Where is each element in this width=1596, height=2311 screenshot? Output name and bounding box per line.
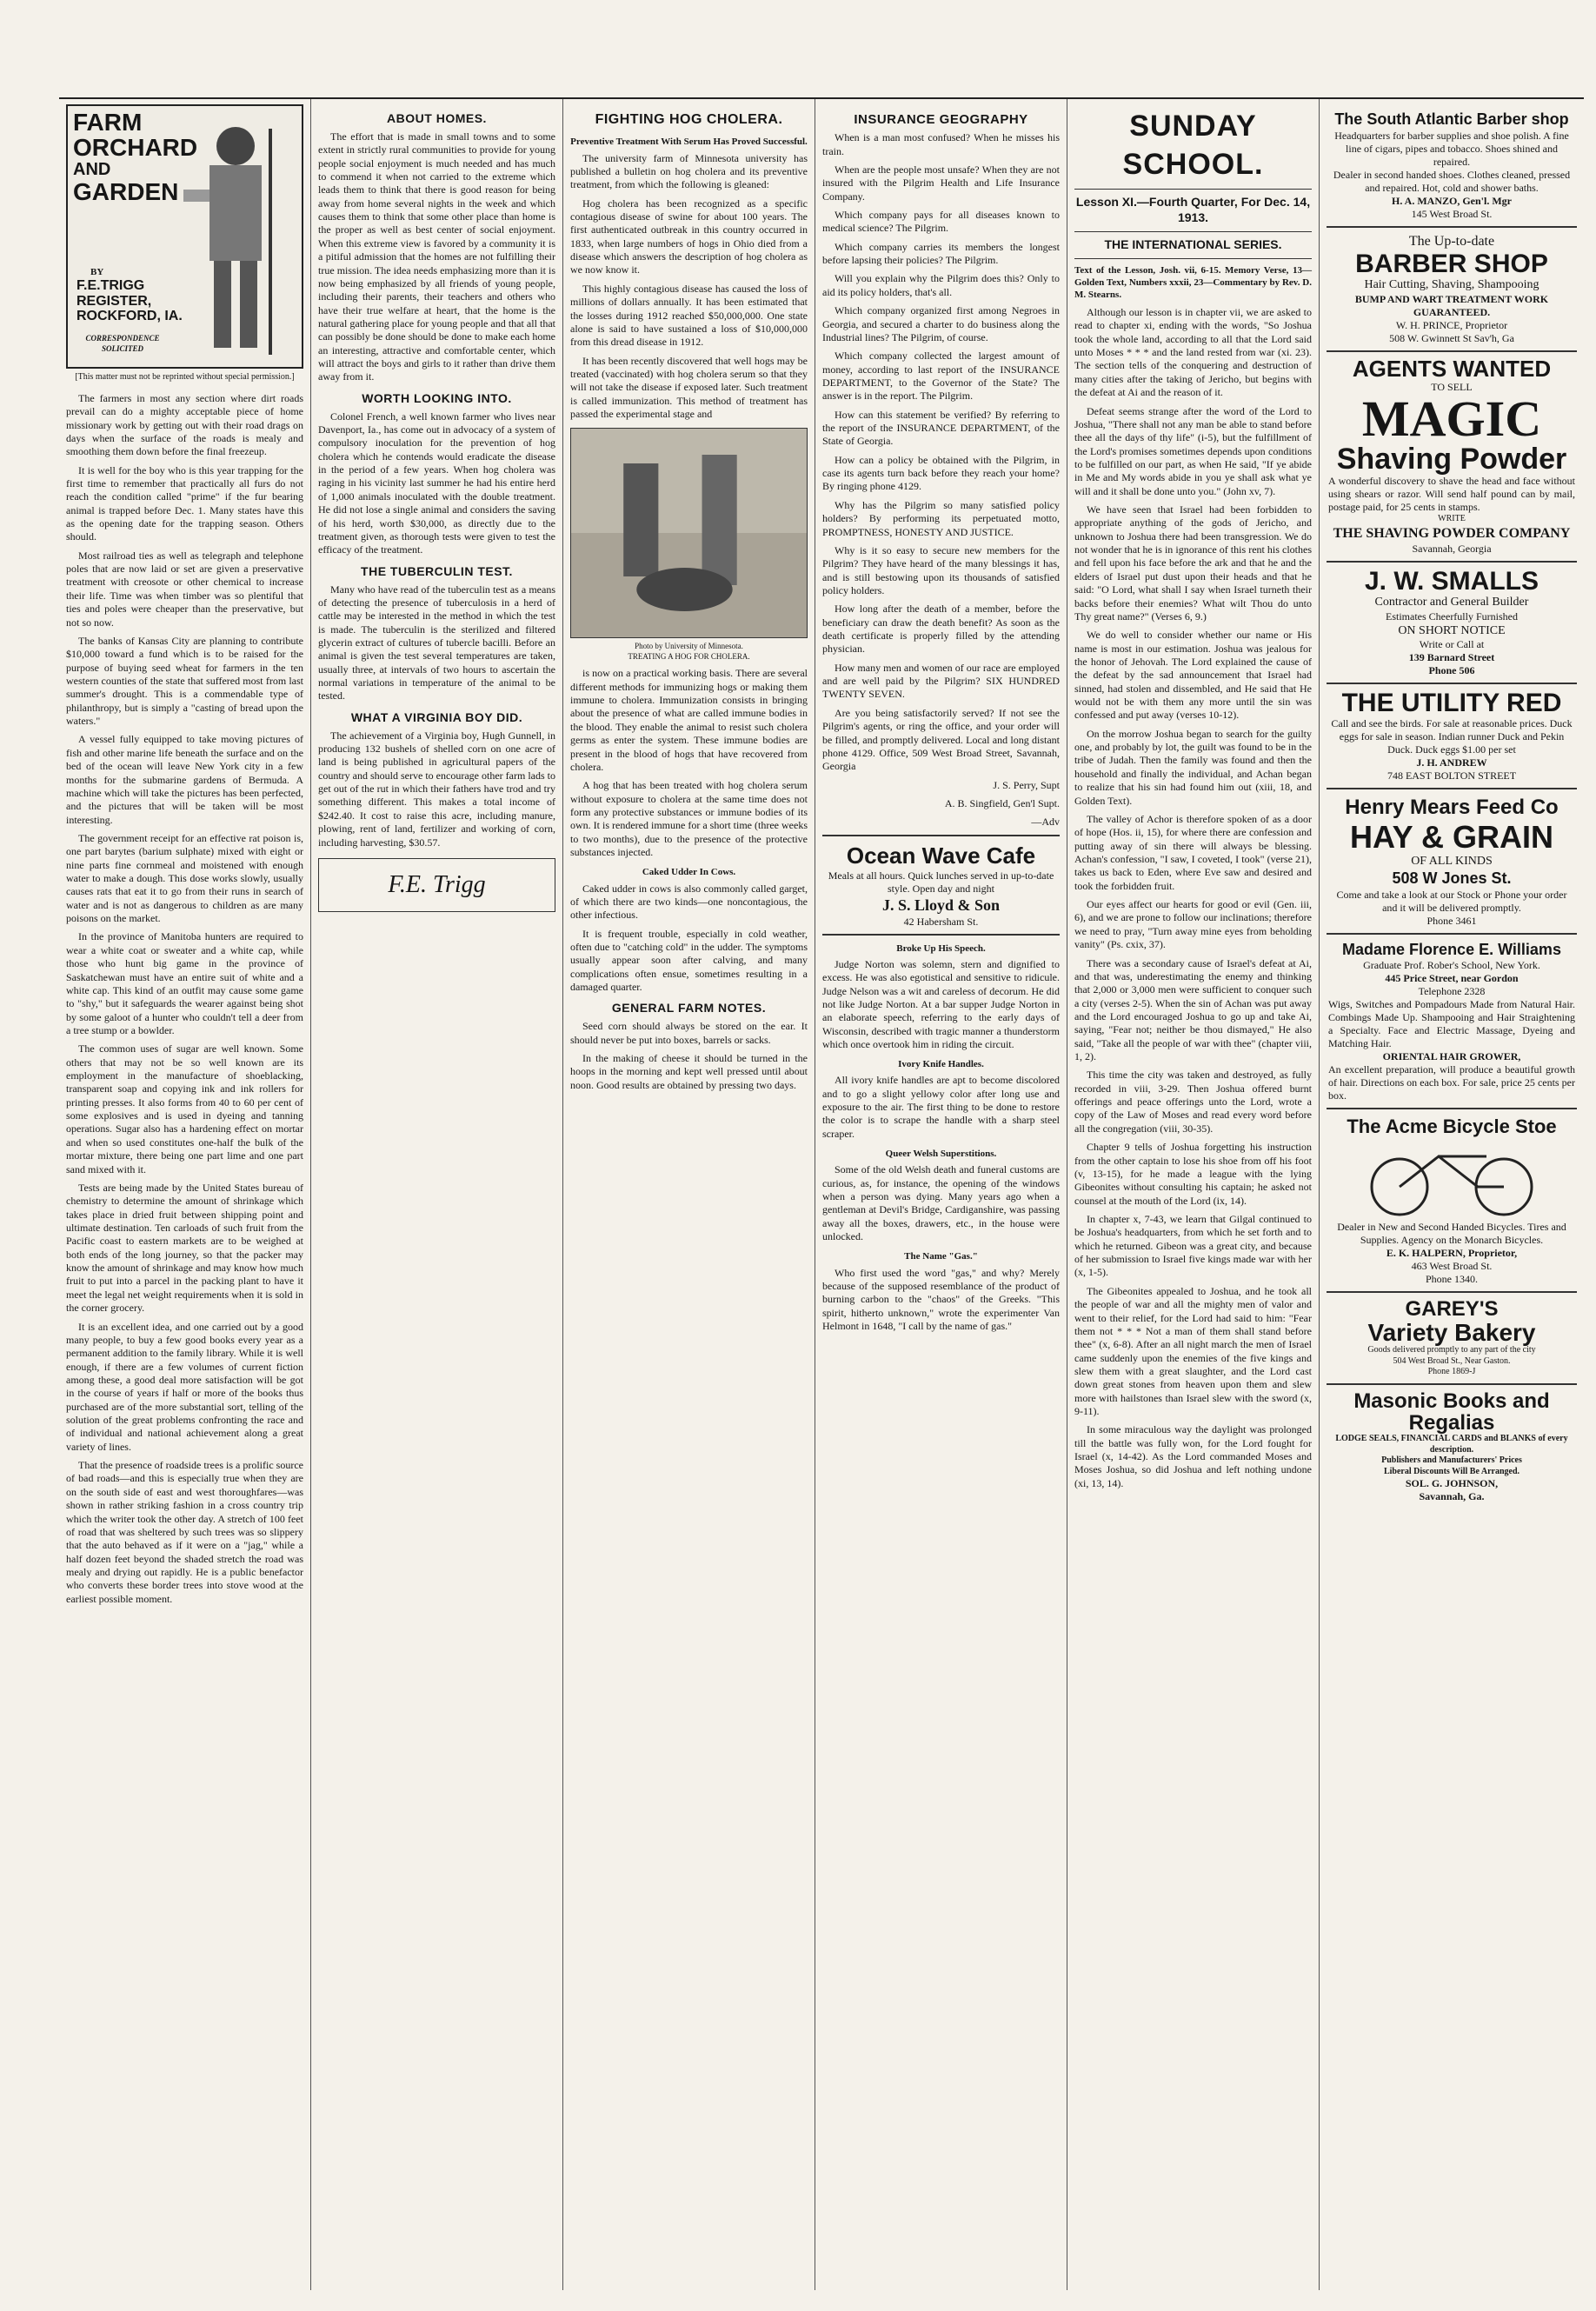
photo-caption: TREATING A HOG FOR CHOLERA.	[628, 651, 750, 661]
paragraph: This highly contagious disease has caused the loss of millions of dollars annually. It has been estimated that the losses during 1912 reached $50,000,000. One state alone is said to have sustained a loss of $10,000,000 from this dread disease in 1912.	[570, 282, 808, 349]
heading-hog-cholera: FIGHTING HOG CHOLERA.	[595, 112, 783, 127]
heading-broke-up: Broke Up His Speech.	[896, 942, 986, 954]
paragraph: Seed corn should always be stored on the ear. It should never be put into boxes, barrels or sacks.	[570, 1020, 808, 1046]
paragraph: A vessel fully equipped to take moving pictures of fish and other marine life beneath the surface and on the bed of the ocean will leave New York city in a few months for the submarine gardens of Bermuda. A machine which will take the pictures has been perfected, and the pictures that will be taken will be most interesting.	[66, 733, 303, 826]
ad-up-to-date-barber: The Up-to-date BARBER SHOP Hair Cutting, Shaving, Shampooing BUMP AND WART TREATMENT WORK GUARANTEED. W. H. PRINCE, Proprietor 508 W. Gwinnett St Sav'h, Ga	[1327, 228, 1577, 352]
lesson-line: Lesson XI.—Fourth Quarter, For Dec. 14, 1913.	[1075, 195, 1311, 224]
farm-orchard-garden-logo	[66, 104, 303, 369]
farmer-illustration-icon	[166, 111, 296, 363]
ad-south-atlantic-barber: The South Atlantic Barber shop Headquarters for barber supplies and shoe polish. A fine line of cigars, pipes and tobacco. Shoes shined and repaired. Dealer in second handed shoes. Clothes cleaned, pressed and repaired. Hot, cold and shower baths. H. A. MANZO, Gen'l. Mgr 145 West Broad St.	[1327, 104, 1577, 228]
paragraph: The valley of Achor is therefore spoken of as a door of hope (Hos. ii, 15), for where there are confession and putting away of sin there will always be blessing. Achan's confession, "I saw, I coveted, I took" (verse 21), takes us back to Eden, where Eve saw and desired and took the forbidden fruit.	[1074, 812, 1312, 892]
newspaper-page	[59, 97, 1584, 2290]
paragraph: How many men and women of our race are employed and are well paid by the Pilgrim? SIX HUNDRED TWENTY SEVEN.	[822, 661, 1060, 701]
hog-treatment-photo	[570, 428, 808, 638]
paragraph: The farmers in most any section where dirt roads prevail can do a mighty acceptable piece of home missionary work by getting out with their road drags on days when the surface of the roads is mealy and smoothing them down before the final freezeup.	[66, 391, 303, 458]
subheading-hog-cholera: Preventive Treatment With Serum Has Proved Successful.	[570, 137, 808, 148]
column-advertisements	[1320, 99, 1584, 2290]
paragraph: How can a policy be obtained with the Pilgrim, in case its agents turn back before they reach your home? By ringing phone 4129.	[822, 453, 1060, 493]
paragraph: Chapter 9 tells of Joshua forgetting his instruction from the other captain to lose his shoe from off his foot (v, 13-15), for he made a league with the lying Gibeonites without consulting his captain; he asked not counsel at the mouth of the Lord (ix, 14).	[1074, 1141, 1312, 1207]
paragraph: How long after the death of a member, before the beneficiary can draw the death benefit? As soon as the death certificate is properly filled by the attending physician.	[822, 603, 1060, 656]
paragraph: is now on a practical working basis. There are several different methods for immunizing hogs or making them immune to cholera. Immunization consists in bringing about the presence of what are called immune bodies in the blood. They enable the animal to resist such cholera germs as enter the system. These immune bodies are present in the blood of hogs that have recovered from cholera.	[570, 667, 808, 773]
paragraph: In chapter x, 7-43, we learn that Gilgal continued to be Joshua's headquarters, from which he set forth and to which he returned. Gibeon was a great city, and because of her submission to Israel five kings made war with her (x, 1-5).	[1074, 1212, 1312, 1279]
paragraph: Will you explain why the Pilgrim does this? Only to aid its policy holders, that's all.	[822, 272, 1060, 298]
paragraph: Hog cholera has been recognized as a specific contagious disease of swine for about 100 years. The first authenticated outbreak in this country occurred in 1833, when large numbers of hogs in Ohio died from a disease which answers the description of hog cholera as we now know it.	[570, 196, 808, 276]
paragraph: It is well for the boy who is this year trapping for the first time to remember that practically all furs do not reach the condition called "prime" if the fur bearing animal is trapped before Dec. 1. Many states have this as the opening date for the trapping season. Others should.	[66, 463, 303, 543]
paragraph: How can this statement be verified? By referring to the report of the INSURANCE DEPARTMENT, of the State of Georgia.	[822, 408, 1060, 448]
paragraph: Most railroad ties as well as telegraph and telephone poles that are now laid or set are given a preservative treatment with creosote or other chemical to increase their life. Time was when timber was so plentiful that ties and poles were cheaper than the preservative, but not so now.	[66, 549, 303, 629]
photo-illustration-icon	[571, 429, 807, 637]
paragraph: In some miraculous way the daylight was prolonged till the battle was fully won, for the Lord fought for Israel (x, 14-42). As the Lord commanded Moses and Moses Joshua, so did Joshua and left nothing undone (xi, 13, 14).	[1074, 1423, 1312, 1489]
heading-caked-udder: Caked Udder In Cows.	[642, 867, 736, 878]
paragraph: Why has the Pilgrim so many satisfied policy holders? By performing its perpetuated motto, PROMPTNESS, HONESTY AND JUSTICE.	[822, 498, 1060, 538]
paragraph: On the morrow Joshua began to search for the guilty one, and probably by lot, the guilt was found to be in the tribe of Judah. Then the family was found and then the household and finally the individual, and Achan began to realize that his sin had found him out (xiii, 18, and Golden Text).	[1074, 727, 1312, 807]
paragraph: The achievement of a Virginia boy, Hugh Gunnell, in producing 132 bushels of shelled corn on one acre of land is being published in agricultural papers of the country and should serve to encourage other farm lads to get out of the rut in which their fathers have trod and try something different. This makes a total income of $242.40. It cost to raise this acre, including manure, plowing, rent of land, fertilizer and working of corn, including harvesting, $30.57.	[318, 729, 555, 849]
lesson-text-of: Text of the Lesson, Josh. vii, 6-15. Memory Verse, 13—Golden Text, Numbers xxxii, 23—Commentary by Rev. D. M. Stearns.	[1074, 264, 1312, 300]
paragraph: Judge Norton was solemn, stern and dignified to excess. He was also egotistical and sensitive to ridicule. Judge Nelson was a wit and careless of decorum. He did not like Judge Norton. At a bar supper Judge Norton in an elaborate speech, referring to the early days of Wisconsin, described with tragic manner a thunderstorm which once overtook him in riding the circuit.	[822, 957, 1060, 1050]
paragraph: There was a secondary cause of Israel's defeat at Ai, and that was, underestimating the enemy and thinking that 2,000 or 3,000 men were sufficient to conquer such a city (verses 2-5). When the sin of Achan was put away and the Lord encouraged Joshua to go up and take Ai, saying, "Fear not; neither be thou dismayed," He also said, "Take all the people of war with thee" (chapter viii, 1, 2).	[1074, 956, 1312, 1063]
ad-jw-smalls: J. W. SMALLS Contractor and General Builder Estimates Cheerfully Furnished ON SHORT NOTICE Write or Call at 139 Barnard Street Phone 506	[1327, 563, 1577, 685]
paragraph: When is a man most confused? When he misses his train.	[822, 131, 1060, 157]
paragraph: Why is it so easy to secure new members for the Pilgrim? They have heard of the many blessings it has, and is still bestowing upon its thousands of satisfied policy holders.	[822, 543, 1060, 596]
paragraph: All ivory knife handles are apt to become discolored and to go a slight yellowy color after long use and exposure to the air. The first thing to be done to restore the color is to scrape the handle with a sharp steel scraper.	[822, 1074, 1060, 1140]
paragraph: Although our lesson is in chapter vii, we are asked to read to chapter xi, ending with the words, "So Joshua took the whole land, according to all that the Lord said unto Moses * * * and the land rested from war (xi. 23). The section tells of the conquering and destruction of many cities after the taking of Jericho, but begins with the defeat at Ai and the reason of it.	[1074, 305, 1312, 399]
column-insurance	[815, 99, 1067, 2290]
paragraph: Some of the old Welsh death and funeral customs are curious, as, for instance, the opening of the windows when a person was dying. Many years ago when a gentleman at Devil's Bridge, Cardiganshire, was passing away all the boxes, drawers, etc., in the house were unlocked.	[822, 1163, 1060, 1243]
paragraph: We have seen that Israel had been forbidden to appropriate anything of the gods of Jericho, and unknown to Joshua there had been transgression. We do not wonder that he is in ignorance of this rent his clothes and fell upon his face before the ark and that he and the elders of Israel put dust upon their heads and that he said: "O Lord, what shall I say when Israel turneth their backs before their enemies? What wilt Thou do unto Thy great name?" (Verses 6, 9.)	[1074, 503, 1312, 623]
paragraph: It has been recently discovered that well hogs may be treated (vaccinated) with hog cholera serum so that they will not take the disease if exposed later. Such treatment is called immunization. This method of treatment has passed the experimental stage and	[570, 354, 808, 421]
column-farm-orchard	[59, 99, 311, 2290]
paragraph: The common uses of sugar are well known. Some others that may not be so well known are its employment in the manufacture of shoeblacking, transparent soap and copying ink and ink rollers for printing presses. It also forms from 40 to 60 per cent of some explosives and is used in dyeing and tanning operations. Sugar also has a hardening effect on mortar and when so used constitutes one-half the bulk of the mortar mixture, there being one part lime and one part sand mixed with it.	[66, 1042, 303, 1175]
paragraph: The university farm of Minnesota university has published a bulletin on hog cholera and its preventive treatment, from which the following is gleaned:	[570, 151, 808, 191]
paragraph: The Gibeonites appealed to Joshua, and he took all the people of war and all the mighty men of valor and went to their relief, for the Lord had said to him: "Fear them not * * * Not a man of them shall stand before thee" (x, 6-8). After an all night march the men of Israel came suddenly upon the enemies of the five kings and slew them with a great slaughter, and the Lord cast down great stones from heaven upon them and slew more with hailstones than Israel slew with the sword (x, 9-11).	[1074, 1284, 1312, 1418]
column-hog-cholera	[563, 99, 815, 2290]
ad-magic-shaving-powder: AGENTS WANTED TO SELL MAGIC Shaving Powder A wonderful discovery to shave the head and face without using shears or razor. Will send half pound can by mail, postage paid, for 25 cents in stamps. WRITE THE SHAVING POWDER COMPANY Savannah, Georgia	[1327, 352, 1577, 563]
paragraph: In the province of Manitoba hunters are required to wear a white coat or sweater and a white cap, while those who hunt big game in the province of Saskatchewan must have an entire suit of white and a white cap. This kind of an outfit may cause some game to "shy," but it safeguards the wearer against being shot by some galoot of a hunter who couldn't tell a deer from a tree stump or a bowlder.	[66, 930, 303, 1036]
reprint-notice: [This matter must not be reprinted without special permission.]	[75, 372, 295, 382]
logo-correspondence: CORRESPONDENCE SOLICITED	[85, 334, 160, 353]
ad-henry-mears-feed: Henry Mears Feed Co HAY & GRAIN OF ALL KINDS 508 W Jones St. Come and take a look at our Stock or Phone your order and it will be delivered promptly. Phone 3461	[1327, 789, 1577, 935]
paragraph: Who first used the word "gas," and why? Merely because of the supposed resemblance of the product of burning carbon to the "chaos" of the Greeks. "This spirit, hitherto unknown," wrote the experimenter Van Helmont in 1648, "I call by the name of gas."	[822, 1266, 1060, 1332]
paragraph: Caked udder in cows is also commonly called garget, of which there are two kinds—one noncontagious, the other infectious.	[570, 882, 808, 922]
logo-by: BY	[90, 267, 104, 277]
signoff-perry: J. S. Perry, Supt	[993, 778, 1060, 791]
ad-madame-williams: Madame Florence E. Williams Graduate Prof. Rober's School, New York. 445 Price Street, near Gordon Telephone 2328 Wigs, Switches and Pompadours Made from Natural Hair. Combings Made Up. Shampooing and Hair Straightening a Specialty. Face and Electric Massage, Dyeing and Matching Hair. ORIENTAL HAIR GROWER, An excellent preparation, will produce a beautiful growth of hair. Directions on each box. For sale, price 25 cents per box.	[1327, 935, 1577, 1110]
logo-author: F.E.TRIGG REGISTER, ROCKFORD, IA.	[76, 278, 183, 324]
paragraph: In the making of cheese it should be turned in the hoops in the morning and kept well pressed until about noon. Good results are obtained by pressing two days.	[570, 1052, 808, 1091]
column-homes	[311, 99, 563, 2290]
heading-general-farm-notes: GENERAL FARM NOTES.	[611, 1001, 767, 1016]
paragraph: Which company organized first among Negroes in Georgia, and secured a charter to do business along the Industrial lines? The Pilgrim, of course.	[822, 304, 1060, 343]
ad-utility-red: THE UTILITY RED Call and see the birds. For sale at reasonable prices. Duck eggs for sale in season. Indian runner Duck and Pekin Duck. Duck eggs $1.00 per set J. H. ANDREW 748 EAST BOLTON STREET	[1327, 684, 1577, 789]
paragraph: Our eyes affect our hearts for good or evil (Gen. iii, 6), and we are prone to follow our inclinations; therefore we need to pray, "Turn away mine eyes from beholding vanity" (Ps. cxix, 37).	[1074, 898, 1312, 951]
ad-ocean-wave-cafe: Ocean Wave Cafe Meals at all hours. Quick lunches served in up-to-date style. Open day and night J. S. Lloyd & Son 42 Habersham St.	[822, 835, 1060, 936]
ad-masonic-books: Masonic Books and Regalias LODGE SEALS, FINANCIAL CARDS and BLANKS of every description. Publishers and Manufacturers' Prices Liberal Discounts Will Be Arranged. SOL. G. JOHNSON, Savannah, Ga.	[1335, 1389, 1568, 1503]
photo-credit: Photo by University of Minnesota.	[635, 642, 743, 651]
series-line: THE INTERNATIONAL SERIES.	[1104, 236, 1282, 251]
heading-ivory-knife: Ivory Knife Handles.	[898, 1059, 984, 1070]
paragraph: It is frequent trouble, especially in cold weather, often due to "catching cold" in the udder. The symptoms usually appear soon after calving, and many complications often ensue, sometimes resulting in a damaged quarter.	[570, 927, 808, 994]
heading-virginia-boy: WHAT A VIRGINIA BOY DID.	[350, 709, 523, 724]
paragraph: Which company carries its members the longest before lapsing their policies? The Pilgrim.	[822, 240, 1060, 267]
heading-tuberculin: THE TUBERCULIN TEST.	[361, 563, 513, 578]
paragraph: Which company collected the largest amount of money, according to last report of the INSURANCE DEPARTMENT, to the Governor of the State? The answer is in the report. The Pilgrim.	[822, 350, 1060, 403]
paragraph: Many who have read of the tuberculin test as a means of detecting the presence of tuberculosis in a herd of cattle may be interested in the method in which the test is made. The tuberculin is the sterilized and filtered glycerin extract of cultures of tubercle bacilli. Before an animal is given the test several temperatures are taken, usually three, at intervals of two hours to ascertain the normal variations in temperature of the animal to be tested.	[318, 583, 555, 703]
heading-about-homes: ABOUT HOMES.	[387, 111, 487, 125]
paragraph: The effort that is made in small towns and to some extent in strictly rural communities to provide for young people social enjoyment is much needed and has much to commend it when not carried to the extreme which leads them to think that there is good reason for being away from home several nights in the week and which causes them to think that some other place than home is the proper as well as best center of social enjoyment. When this extreme view is favored by a community it is a pitiful admission that the homes are not fulfilling their true mission. The idea needs emphasizing more than it is now being emphasized by all friends of young people, including their parents, their teachers and others who have their true welfare at heart, that the home is the natural gathering place for young people and that all that can possibly be done should be done to make each home an interesting, attractive and comfortable center, which will attract the boys and girls to it rather than drive them away from it.	[318, 130, 555, 383]
column-sunday-school	[1067, 99, 1320, 2290]
paragraph: When are the people most unsafe? When they are not insured with the Pilgrim Health and Life Insurance Company.	[822, 163, 1060, 203]
heading-gas: The Name "Gas."	[904, 1251, 978, 1262]
heading-insurance-geography: INSURANCE GEOGRAPHY	[854, 112, 1028, 127]
paragraph: The banks of Kansas City are planning to contribute $10,000 toward a fund which is to be raised for the purpose of buying seed wheat for farmers in the ten western counties of the state that suffered most from last summer's drought. This is a commendable type of philanthropy, but is simply a "casting of bread upon the waters."	[66, 634, 303, 728]
heading-welsh: Queer Welsh Superstitions.	[885, 1149, 997, 1160]
paragraph: It is an excellent idea, and one carried out by a good many people, to buy a few good books every year as a permanent addition to the family library. While it is well enough, if there are a few volumes of current fiction among these, a good deal more satisfaction will be got in the course of years if half or more of the books thus purchased are of the more substantial sort, telling of the solution of the great problems confronting the race and of individual and national achievement along a great variety of lines.	[66, 1320, 303, 1453]
signature: F.E. Trigg	[318, 858, 555, 912]
signoff-singfield: A. B. Singfield, Gen'l Supt.	[944, 797, 1060, 809]
paragraph: Tests are being made by the United States bureau of chemistry to determine the amount of shrinkage which takes place in dried fruit between shipping point and ultimate destination. Ten carloads of such fruit from the Pacific coast to eastern markets are to be weighed at both ends of the long journey, so that the packer may know the amount of shrinkage and may know how much fruit to put into a parcel in the packing plant to have it meet the legal net weight requirements when it is sold in the corner grocery.	[66, 1181, 303, 1315]
adv-marker: —Adv	[1031, 816, 1060, 829]
paragraph: That the presence of roadside trees is a prolific source of bad roads—and this is especially true when they are on the south side of east and west thoroughfares—was shown in rather striking fashion in a cross country trip which the writer took the other day. A stretch of 100 feet of road that was sheltered by such trees was so slippery that the auto behaved as if it were on a "jag," while a half dozen feet beyond the shaded stretch the road was mealy and drying out rapidly. He is a public benefactor who converts these border trees into stove wood at the earliest possible moment.	[66, 1459, 303, 1605]
paragraph: A hog that has been treated with hog cholera serum without exposure to cholera at the same time does not form any protective substances or immune bodies of its own. It is rendered immune for a short time (three weeks to two months), due to the presence of the protective substances injected.	[570, 779, 808, 859]
bicycle-icon	[1356, 1139, 1547, 1217]
paragraph: We do well to consider whether our name or His name is most in our estimation. Joshua was jealous for the honor of Jehovah. The Lord explained the cause of the defeat by the sad announcement that Israel had sinned, had stolen and dissembled, and He said that He would not be with them any more until the sin was confessed and put away (verses 10-12).	[1074, 629, 1312, 722]
ad-gareys-bakery: GAREY'S Variety Bakery Goods delivered promptly to any part of the city 504 West Broad St., Near Gaston. Phone 1869-J	[1327, 1293, 1577, 1385]
ad-acme-bicycle: The Acme Bicycle Stoe Dealer in New and Second Handed Bicycles. Tires and Supplies. Agency on the Monarch Bicycles. E. K. HALPERN, Proprietor, 463 West Broad St. Phone 1340.	[1327, 1109, 1577, 1293]
paragraph: Which company pays for all diseases known to medical science? The Pilgrim.	[822, 208, 1060, 235]
paragraph: Defeat seems strange after the word of the Lord to Joshua, "There shall not any man be able to stand before thee all the days of thy life" (i-5), but the fulfillment of the Lord's promises sometimes depends upon conditions to be fulfilled on our part, as when He said, "If ye abide in Me and My words abide in you ye shall ask what ye will and it shall be done unto you." (John xv, 7).	[1074, 404, 1312, 497]
heading-sunday-school: SUNDAY SCHOOL.	[1122, 110, 1264, 181]
logo-words: FARM ORCHARD AND GARDEN	[73, 109, 198, 205]
paragraph: Are you being satisfactorily served? If not see the Pilgrim's agents, or ring the office, and your order will be filled, and promptly delivered. Local and long distant phone 4129. Office, 509 West Broad Street, Savannah, Georgia	[822, 706, 1060, 773]
paragraph: The government receipt for an effective rat poison is, one part barytes (barium sulphate) mixed with eight or nine parts fine cornmeal and moistened with enough water to make a dough. This dose works slowly, usually causes rats that eat it to go from their runs in search of water and is not as dangerous to children as are many poisons on the market.	[66, 831, 303, 925]
paragraph: Colonel French, a well known farmer who lives near Davenport, Ia., has come out in advocacy of a system of compulsory inoculation for the prevention of hog cholera which he contends would eradicate the disease in the period of a few years. When hog cholera was raging in his vicinity last summer he had his entire herd of 1,000 animals inoculated with the double treatment. He did not lose a single animal and considers the saving of his herd, worth $30,000, as directly due to the treatment given, as thorough tests were given to test the efficacy of the treatment.	[318, 410, 555, 556]
paragraph: This time the city was taken and destroyed, as fully recorded in viii, 3-29. Then Joshua offered burnt offerings and peace offerings unto the Lord, wrote a copy of the Law of Moses and read every word before all the congregation (viii, 30-35).	[1074, 1069, 1312, 1135]
heading-worth-looking: WORTH LOOKING INTO.	[362, 390, 512, 405]
